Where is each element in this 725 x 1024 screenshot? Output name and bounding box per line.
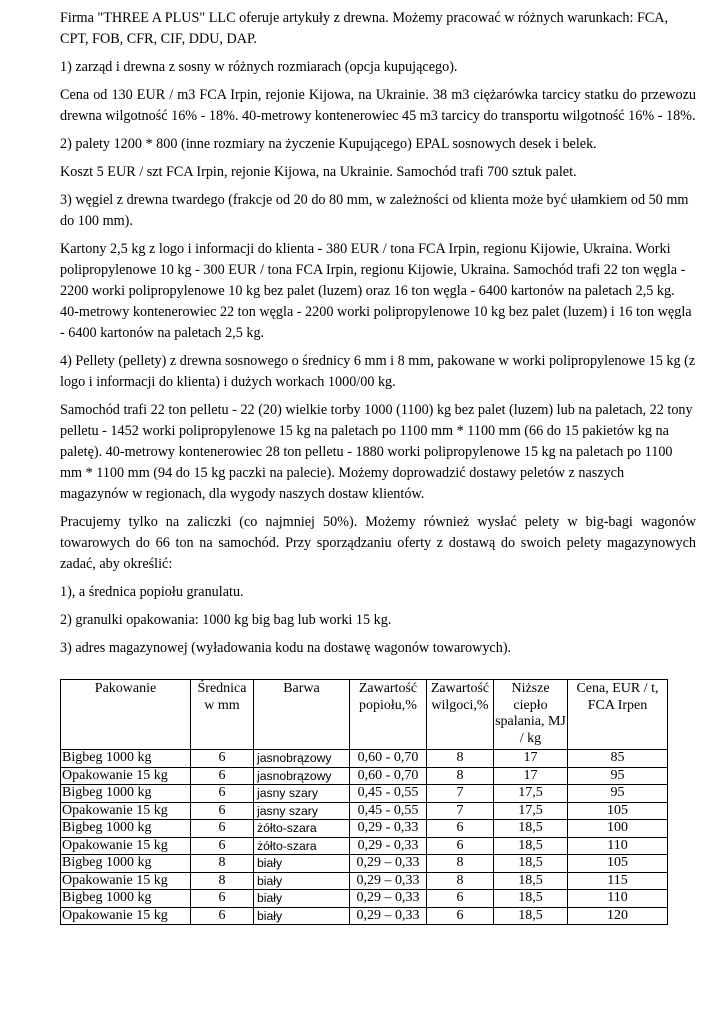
header-moisture-content: Zawartość wilgoci,% [427, 680, 494, 750]
cell-color: jasnobrązowy [254, 750, 350, 768]
cell-price: 110 [568, 890, 668, 908]
table-row [61, 890, 668, 908]
cell-ash: 0,45 - 0,55 [350, 785, 427, 803]
item-4-transport-paragraph: Samochód trafi 22 ton pelletu - 22 (20) wielkie torby 1000 (1100) kg bez palet (luzem) lub na paletach, 22 tony pelletu - 1452 worki polipropylenowe 15 kg na paletach po 1100 mm * 1100 mm (66 do 15 pakietów kg na paletę). 40-metrowy kontenerowiec 28 ton pelletu - 1880 worki polipropylenowe 15 kg na paletach po 1100 mm * 1100 mm (94 do 15 kg paczki na palecie). Możemy doprowadzić dostawy peletów z naszych magazynów w regionach, dla wygody naszych dostaw klientów. [60, 402, 693, 502]
table-row [61, 872, 668, 890]
cell-packaging: Opakowanie 15 kg [61, 837, 191, 855]
cell-packaging: Bigbeg 1000 kg [61, 785, 191, 803]
table-row [61, 907, 668, 925]
cell-diameter: 8 [191, 872, 254, 890]
table-row [61, 785, 668, 803]
cell-diameter: 6 [191, 837, 254, 855]
item-2-heading: 2) palety 1200 * 800 (inne rozmiary na życzenie Kupującego) EPAL sosnowych desek i belek. [60, 136, 597, 152]
table-row [61, 802, 668, 820]
cell-packaging: Opakowanie 15 kg [61, 802, 191, 820]
header-calorific-value: Niższe ciepło spalania, MJ / kg [494, 680, 568, 750]
cell-price: 115 [568, 872, 668, 890]
cell-ash: 0,45 - 0,55 [350, 802, 427, 820]
requirement-3: 3) adres magazynowej (wyładowania kodu na dostawę wagonów towarowych). [60, 640, 512, 656]
cell-calorific: 18,5 [494, 820, 568, 838]
cell-ash: 0,29 - 0,33 [350, 820, 427, 838]
header-price: Cena, EUR / t, FCA Irpen [568, 680, 668, 750]
cell-diameter: 6 [191, 785, 254, 803]
cell-packaging: Bigbeg 1000 kg [61, 890, 191, 908]
item-3-price-paragraph: Kartony 2,5 kg z logo i informacji do klienta - 380 EUR / tona FCA Irpin, regionu Kijowie, Ukraina. Worki polipropylenowe 10 kg - 300 EUR / tona FCA Irpin, regionu Kijowie, Ukraina. Samochód trafi 22 ton węgla - 2200 worki polipropylenowe 10 kg bez palet (luzem) oraz 16 ton węgla - 6400 kartonów na paletach 2,5 kg. 40-metrowy kontenerowiec 22 ton węgla - 2200 worki polipropylenowe 10 kg bez palet (luzem) i 16 ton węgla - 6400 kartonów na paletach 2,5 kg. [60, 241, 692, 341]
cell-calorific: 18,5 [494, 890, 568, 908]
cell-diameter: 6 [191, 750, 254, 768]
payment-paragraph: Pracujemy tylko na zaliczki (co najmniej 50%). Możemy również wysłać pelety w big-bagi wagonów towarowych do 66 ton na samochód. Przy sporządzaniu oferty z dostawą do swoich pelety magazynowych zadać, aby określić: [60, 514, 696, 572]
cell-color: biały [254, 855, 350, 873]
table-row [61, 767, 668, 785]
cell-diameter: 6 [191, 820, 254, 838]
cell-ash: 0,29 – 0,33 [350, 872, 427, 890]
table-row [61, 855, 668, 873]
item-1-price-paragraph: Cena od 130 EUR / m3 FCA Irpin, rejonie Kijowa, na Ukrainie. 38 m3 ciężarówka tarcicy statku do przewozu drewna wilgotność 16% - 18%. 40-metrowy kontenerowiec 45 m3 tarcicy do transportu wilgotność 16% - 18%. [60, 87, 696, 124]
cell-color: żółto-szara [254, 837, 350, 855]
cell-diameter: 6 [191, 890, 254, 908]
cell-diameter: 8 [191, 855, 254, 873]
cell-color: jasny szary [254, 802, 350, 820]
cell-calorific: 18,5 [494, 907, 568, 925]
cell-moisture: 8 [427, 855, 494, 873]
header-diameter: Średnica w mm [191, 680, 254, 750]
item-1-heading: 1) zarząd i drewna z sosny w różnych rozmiarach (opcja kupującego). [60, 59, 458, 75]
cell-moisture: 6 [427, 837, 494, 855]
cell-moisture: 7 [427, 785, 494, 803]
table-row [61, 820, 668, 838]
cell-ash: 0,29 – 0,33 [350, 890, 427, 908]
table-row [61, 837, 668, 855]
cell-price: 95 [568, 785, 668, 803]
header-ash-content: Zawartość popiołu,% [350, 680, 427, 750]
cell-calorific: 17,5 [494, 802, 568, 820]
intro-paragraph: Firma "THREE A PLUS" LLC oferuje artykuły z drewna. Możemy pracować w różnych warunkach: FCA, CPT, FOB, CFR, CIF, DDU, DAP. [60, 10, 669, 47]
cell-price: 110 [568, 837, 668, 855]
cell-diameter: 6 [191, 802, 254, 820]
cell-packaging: Opakowanie 15 kg [61, 767, 191, 785]
cell-price: 95 [568, 767, 668, 785]
cell-price: 105 [568, 802, 668, 820]
cell-color: jasny szary [254, 785, 350, 803]
cell-moisture: 8 [427, 767, 494, 785]
cell-moisture: 6 [427, 890, 494, 908]
cell-calorific: 18,5 [494, 855, 568, 873]
cell-color: jasnobrązowy [254, 767, 350, 785]
pellet-price-table [60, 679, 668, 925]
cell-moisture: 8 [427, 750, 494, 768]
cell-calorific: 18,5 [494, 872, 568, 890]
item-4-heading: 4) Pellety (pellety) z drewna sosnowego o średnicy 6 mm i 8 mm, pakowane w worki polipropylenowe 15 kg (z logo i informacji do klienta) i dużych workach 1000/00 kg. [60, 353, 696, 390]
cell-ash: 0,29 - 0,33 [350, 837, 427, 855]
cell-moisture: 6 [427, 907, 494, 925]
cell-moisture: 6 [427, 820, 494, 838]
cell-moisture: 7 [427, 802, 494, 820]
cell-price: 85 [568, 750, 668, 768]
cell-calorific: 17 [494, 767, 568, 785]
cell-diameter: 6 [191, 767, 254, 785]
document-body [60, 8, 696, 666]
cell-calorific: 17,5 [494, 785, 568, 803]
cell-packaging: Bigbeg 1000 kg [61, 855, 191, 873]
requirement-2: 2) granulki opakowania: 1000 kg big bag lub worki 15 kg. [60, 612, 392, 628]
cell-calorific: 18,5 [494, 837, 568, 855]
cell-packaging: Opakowanie 15 kg [61, 907, 191, 925]
cell-packaging: Bigbeg 1000 kg [61, 750, 191, 768]
item-2-price-paragraph: Koszt 5 EUR / szt FCA Irpin, rejonie Kijowa, na Ukrainie. Samochód trafi 700 sztuk palet. [60, 164, 577, 180]
cell-ash: 0,60 - 0,70 [350, 767, 427, 785]
cell-color: żółto-szara [254, 820, 350, 838]
cell-diameter: 6 [191, 907, 254, 925]
cell-ash: 0,29 – 0,33 [350, 855, 427, 873]
header-color: Barwa [254, 680, 350, 750]
cell-price: 120 [568, 907, 668, 925]
table-body [61, 750, 668, 925]
cell-color: biały [254, 872, 350, 890]
table-header-row [61, 680, 668, 750]
cell-ash: 0,29 – 0,33 [350, 907, 427, 925]
item-3-heading: 3) węgiel z drewna twardego (frakcje od 20 do 80 mm, w zależności od klienta może być ułamkiem od 50 mm do 100 mm). [60, 192, 689, 229]
cell-packaging: Opakowanie 15 kg [61, 872, 191, 890]
requirement-1: 1), a średnica popiołu granulatu. [60, 584, 244, 600]
cell-calorific: 17 [494, 750, 568, 768]
cell-color: biały [254, 907, 350, 925]
cell-color: biały [254, 890, 350, 908]
cell-price: 100 [568, 820, 668, 838]
cell-moisture: 8 [427, 872, 494, 890]
header-packaging: Pakowanie [61, 680, 191, 750]
table-row [61, 750, 668, 768]
cell-price: 105 [568, 855, 668, 873]
cell-packaging: Bigbeg 1000 kg [61, 820, 191, 838]
cell-ash: 0,60 - 0,70 [350, 750, 427, 768]
